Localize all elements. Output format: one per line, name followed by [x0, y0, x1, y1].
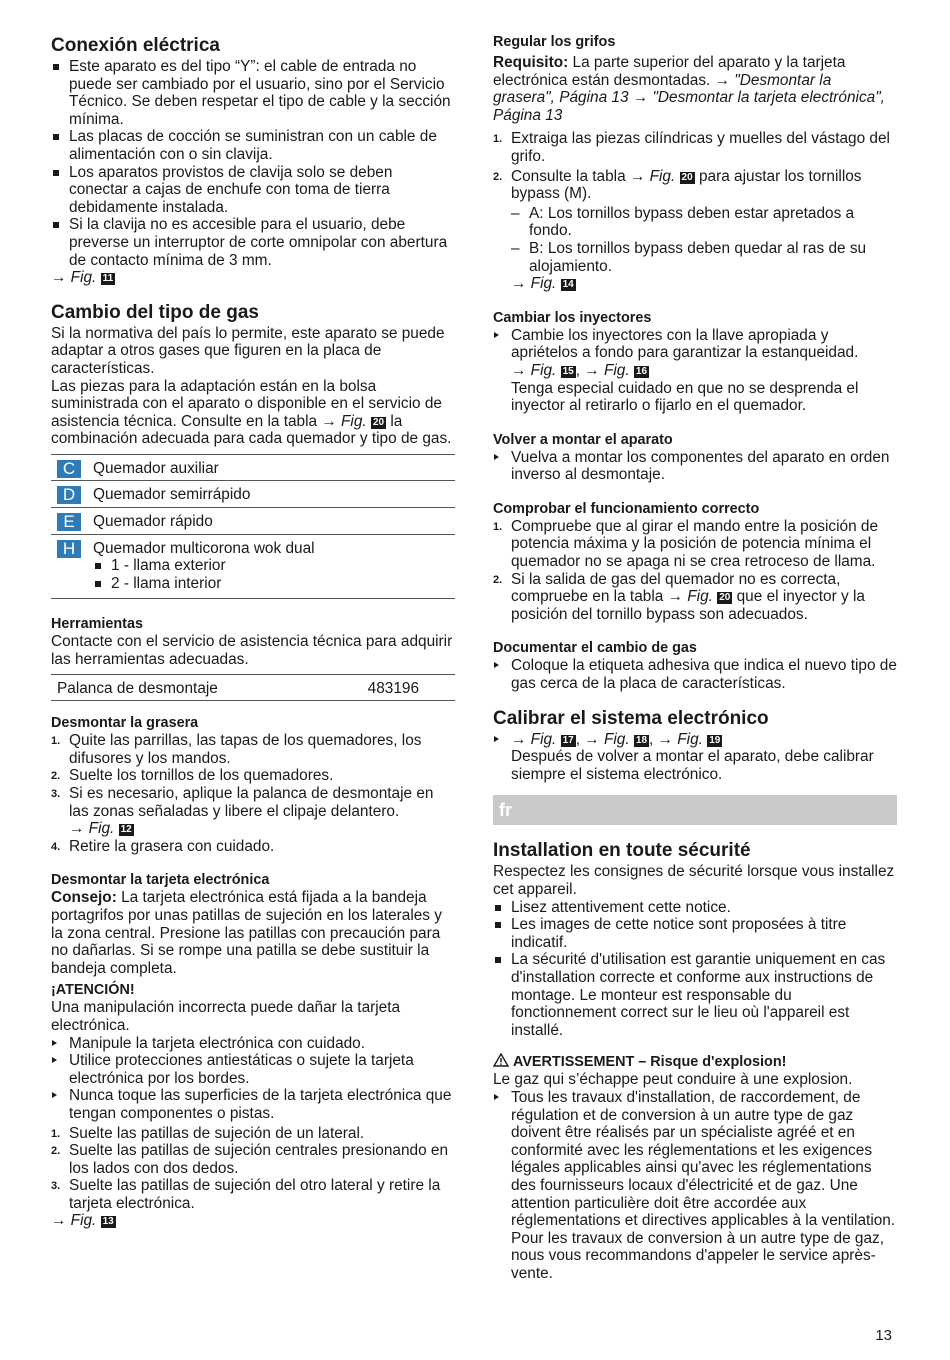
- list-item: Tous les travaux d'installation, de raccordement, de régulation et de conversion à un autre type de gaz doivent être réalisés par un spécialiste agréé et en conformité avec les réglementations et les exigences légales applicables ainsi qu'avec les réglementations des fournisseurs locaux d'électricité et de gaz. Une attention particulière doit être accordée aux réglementations et directives applicables à la ventilation. Pour les travaux de conversion à un autre type de gaz, nous vous recommandons d'appeler le service après-vente.: [493, 1089, 897, 1283]
- list-item: – A: Los tornillos bypass deben estar apretados a fondo.: [511, 204, 855, 240]
- list-item: Les images de cette notice sont proposées à titre indicatif.: [493, 916, 897, 951]
- list-item: Manipule la tarjeta electrónica con cuidado.: [51, 1035, 455, 1053]
- list-item: 1. Compruebe que al girar el mando entre la posición de potencia máxima y la posición de potencia mínima el quemador no se apaga ni se crea retroceso de llama.: [493, 517, 879, 571]
- burner-code-badge: D: [57, 486, 81, 504]
- list-item: Si la clavija no es accesible para el usuario, debe preverse un interruptor de corte omnipolar con abertura de contacto mínima de 3 mm.: [51, 216, 455, 269]
- burner-code-badge: H: [57, 540, 81, 558]
- consejo-paragraph: Consejo: La tarjeta electrónica está fijada a la bandeja portagrifos por unas patillas de sujeción en los laterales y la zona central. Presione las patillas con precaución para no dañarlas. Si se rompe una patilla se debe sustituir la bandeja completa.: [51, 889, 442, 977]
- list-item: 2. Suelte las patillas de sujeción centrales presionando en los lados con dos dedos.: [51, 1142, 449, 1177]
- list-item: – B: Los tornillos bypass deben quedar al ras de su alojamiento.: [511, 239, 867, 275]
- list-item: 2. Consulte la tabla → Fig. 20 para ajustar los tornillos bypass (M).: [493, 167, 862, 203]
- table-row: E Quemador rápido: [51, 508, 455, 535]
- conexion-list: [51, 58, 455, 269]
- list-item: 2 - llama interior: [93, 575, 455, 593]
- heading-comprobar: Comprobar el funcionamiento correcto: [493, 500, 760, 517]
- heading-calibrar: Calibrar el sistema electrónico: [493, 707, 769, 729]
- table-row: H Quemador multicorona wok dual 1 - llama exterior 2 - llama interior: [51, 535, 455, 600]
- warning-triangle-icon: [493, 1053, 509, 1067]
- table-row: Palanca de desmontaje 483196: [51, 675, 455, 702]
- cambio-paragraph-1: Si la normativa del país lo permite, este aparato se puede adaptar a otros gases que figuren en la placa de características.: [51, 324, 445, 377]
- heading-installation: Installation en toute sécurité: [493, 840, 751, 862]
- left-column: [51, 30, 455, 1230]
- fig-ref[interactable]: → Fig. 12: [69, 820, 132, 838]
- list-item: 2. Suelte los tornillos de los quemadores.: [51, 767, 334, 785]
- atencion-heading: ¡ATENCIÓN!: [51, 982, 135, 999]
- fig-ref[interactable]: → Fig. 15 , → Fig. 16: [511, 361, 648, 379]
- list-item: Coloque la etiqueta adhesiva que indica el nuevo tipo de gas cerca de la placa de características.: [493, 657, 897, 692]
- warning-paragraph: Le gaz qui s’échappe peut conduire à une explosion.: [493, 1071, 853, 1089]
- list-item: 3. Si es necesario, aplique la palanca de desmontaje en las zonas señaladas y libere el clipaje delantero.: [51, 785, 434, 820]
- list-item: 1 - llama exterior: [93, 557, 455, 575]
- language-bar: fr: [493, 795, 897, 825]
- list-item: 3. Suelte las patillas de sujeción del otro lateral y retire la tarjeta electrónica.: [51, 1177, 441, 1212]
- list-item: 4. Retire la grasera con cuidado.: [51, 837, 275, 855]
- list-item: 1. Quite las parrillas, las tapas de los quemadores, los difusores y los mandos.: [51, 732, 422, 767]
- list-item: 1. Extraiga las piezas cilíndricas y muelles del vástago del grifo.: [493, 130, 890, 165]
- list-item: Vuelva a montar los componentes del aparato en orden inverso al desmontaje.: [493, 449, 897, 484]
- fig-ref[interactable]: → Fig. 14: [511, 275, 574, 293]
- right-column: [493, 30, 897, 1282]
- fig-ref[interactable]: → Fig. 17 , → Fig. 18 , → Fig. 19: [493, 731, 897, 749]
- fig-ref[interactable]: → Fig. 11: [51, 269, 114, 287]
- list-item: 2. Si la salida de gas del quemador no es correcta, compruebe en la tabla → Fig. 20 que el inyector y la posición del tornillo bypass son adecuados.: [493, 570, 865, 623]
- heading-tarjeta: Desmontar la tarjeta electrónica: [51, 872, 270, 889]
- herramientas-paragraph: Contacte con el servicio de asistencia técnica para adquirir las herramientas adecuadas.: [51, 633, 453, 669]
- heading-grasera: Desmontar la grasera: [51, 715, 199, 732]
- burner-code-badge: C: [57, 460, 81, 478]
- list-item: La sécurité d'utilisation est garantie uniquement en cas d'installation correcte et conforme aux instructions de montage. Le monteur est responsable du fonctionnement correct sur le lieu où l'appareil est installé.: [493, 951, 897, 1039]
- inyectores-note: Tenga especial cuidado en que no se desprenda el inyector al retirarlo o fijarlo en el quemador.: [511, 379, 859, 415]
- list-item: Las placas de cocción se suministran con un cable de alimentación con o sin clavija.: [51, 128, 455, 163]
- heading-grifos: Regular los grifos: [493, 34, 616, 50]
- list-item: Los aparatos provistos de clavija solo se deben conectar a cajas de enchufe con toma de tierra debidamente instalada.: [51, 164, 455, 217]
- install-paragraph: Respectez les consignes de sécurité lorsque vous installez cet appareil.: [493, 863, 895, 898]
- tools-table: [51, 674, 455, 702]
- list-item: Este aparato es del tipo “Y”: el cable de entrada no puede ser cambiado por el usuario, sino por el Servicio Técnico. Se deben respetar el tipo de cable y la sección mínima.: [51, 58, 455, 128]
- heading-volver: Volver a montar el aparato: [493, 431, 673, 448]
- list-item: Nunca toque las superficies de la tarjeta electrónica que tengan componentes o pistas.: [51, 1087, 455, 1122]
- heading-documentar: Documentar el cambio de gas: [493, 640, 697, 657]
- atencion-paragraph: Una manipulación incorrecta puede dañar la tarjeta electrónica.: [51, 999, 401, 1034]
- list-item: Utilice protecciones antiestáticas o sujete la tarjeta electrónica por los bordes.: [51, 1052, 455, 1087]
- requisito-paragraph: Requisito: La parte superior del aparato y la tarjeta electrónica están desmontadas. → "Desmontar la grasera", Página 13 → "Desmontar la tarjeta electrónica", Página 13: [493, 54, 885, 124]
- page-number: 13: [875, 1327, 892, 1344]
- burner-code-badge: E: [57, 513, 81, 531]
- cambio-paragraph-2: Las piezas para la adaptación están en la bolsa suministrada con el aparato o disponible en el servicio de asistencia técnica. Consulte en la tabla → Fig. 20 la combinación adecuada para cada quemador y tipo de gas.: [51, 377, 452, 448]
- fig-ref[interactable]: → Fig. 13: [51, 1212, 114, 1230]
- table-row: C Quemador auxiliar: [51, 455, 455, 482]
- heading-herramientas: Herramientas: [51, 616, 143, 633]
- calibrar-note: Después de volver a montar el aparato, debe calibrar siempre el sistema electrónico.: [511, 748, 874, 783]
- burner-table: [51, 454, 455, 600]
- table-row: D Quemador semirrápido: [51, 481, 455, 508]
- heading-cambio-gas: Cambio del tipo de gas: [51, 301, 259, 323]
- list-item: Lisez attentivement cette notice.: [493, 899, 897, 917]
- list-item: Cambie los inyectores con la llave apropiada y apriételos a fondo para garantizar la estanqueidad.: [493, 327, 897, 362]
- warning-heading: AVERTISSEMENT – Risque d'explosion!: [493, 1053, 897, 1071]
- heading-conexion: Conexión eléctrica: [51, 35, 220, 56]
- heading-inyectores: Cambiar los inyectores: [493, 309, 652, 326]
- list-item: 1. Suelte las patillas de sujeción de un lateral.: [51, 1124, 365, 1142]
